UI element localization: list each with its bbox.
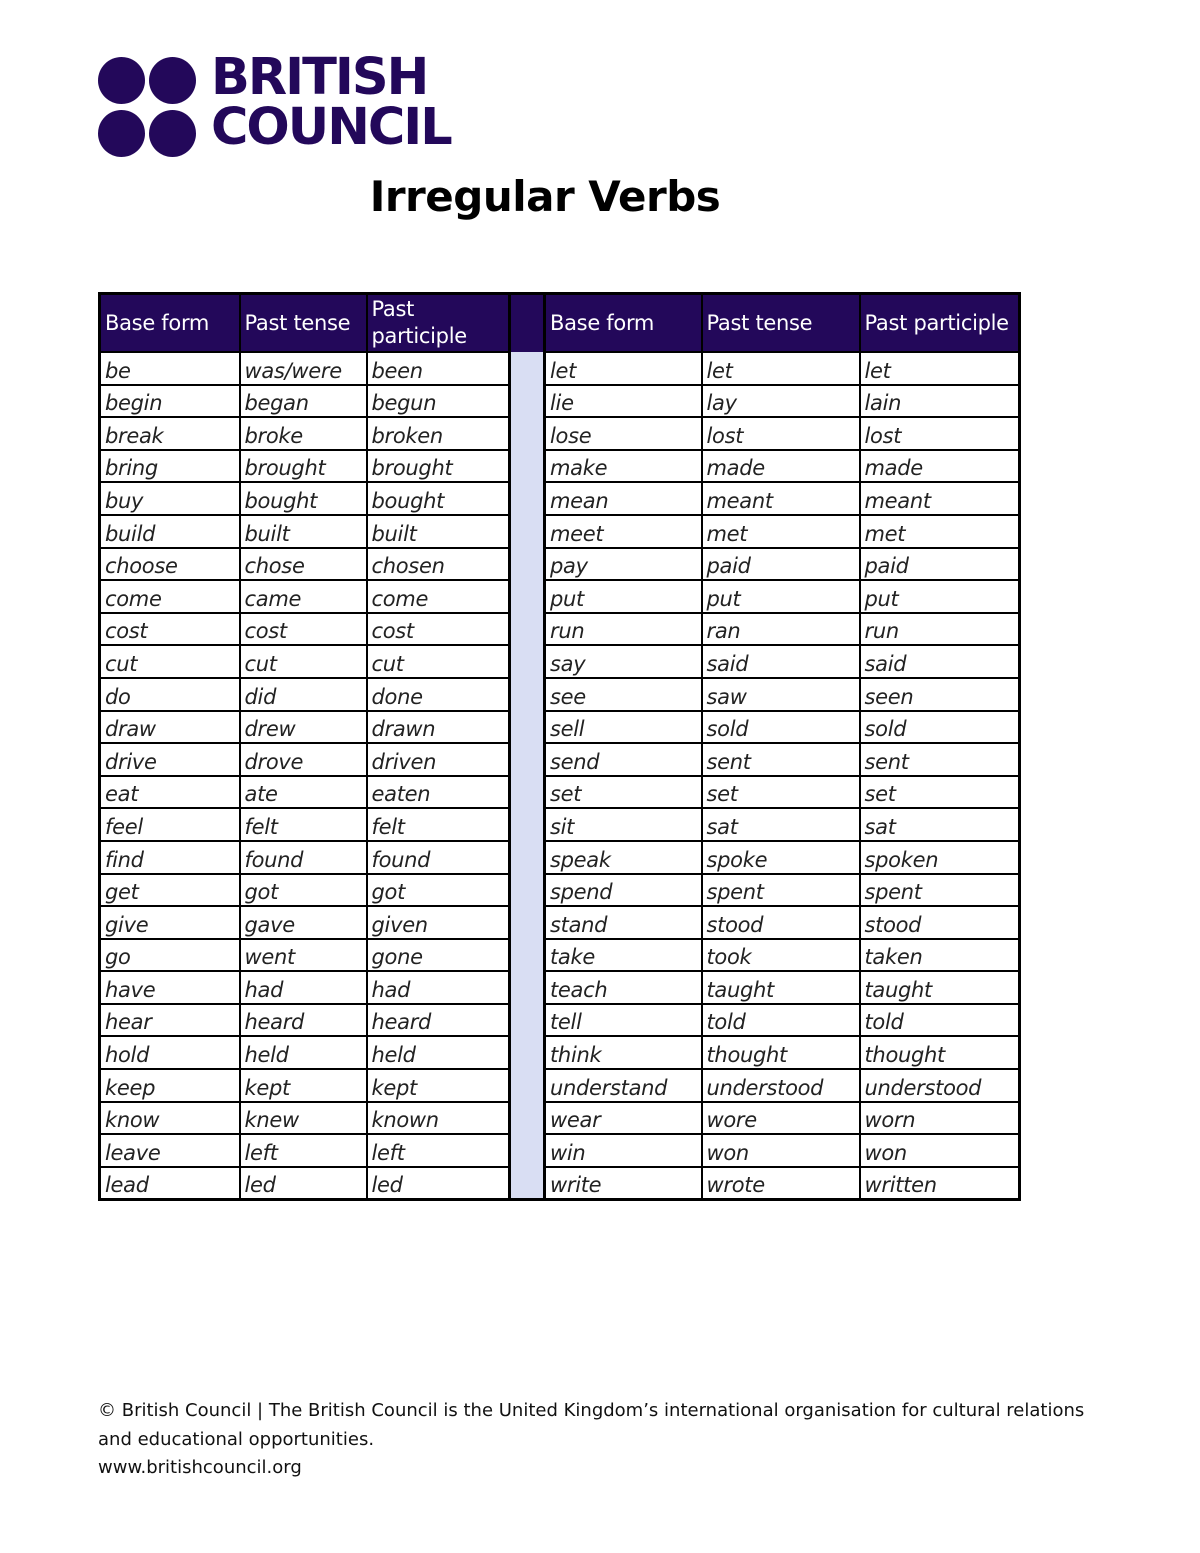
cell-left-past-participle: led xyxy=(367,1167,510,1200)
logo-dot xyxy=(149,57,196,104)
cell-right-past-participle: thought xyxy=(860,1036,1020,1069)
cell-left-base-form: leave xyxy=(100,1134,240,1167)
cell-left-past-tense: was/were xyxy=(240,352,367,385)
cell-right-past-participle: stood xyxy=(860,906,1020,939)
cell-left-base-form: cost xyxy=(100,613,240,646)
cell-left-past-tense: cost xyxy=(240,613,367,646)
cell-left-past-tense: knew xyxy=(240,1102,367,1135)
cell-right-base-form: wear xyxy=(545,1102,702,1135)
column-divider xyxy=(510,678,545,711)
cell-right-base-form: write xyxy=(545,1167,702,1200)
column-divider xyxy=(510,385,545,418)
column-divider xyxy=(510,776,545,809)
cell-right-past-participle: meant xyxy=(860,482,1020,515)
logo-line-2: COUNCIL xyxy=(211,98,451,157)
column-divider xyxy=(510,939,545,972)
cell-left-past-tense: had xyxy=(240,971,367,1004)
cell-left-base-form: get xyxy=(100,874,240,907)
cell-left-past-tense: kept xyxy=(240,1069,367,1102)
column-divider xyxy=(510,906,545,939)
cell-left-base-form: go xyxy=(100,939,240,972)
cell-left-past-participle: given xyxy=(367,906,510,939)
cell-right-past-participle: put xyxy=(860,580,1020,613)
cell-left-past-participle: built xyxy=(367,515,510,548)
cell-left-past-tense: led xyxy=(240,1167,367,1200)
cell-left-base-form: choose xyxy=(100,548,240,581)
column-divider xyxy=(510,808,545,841)
table-row xyxy=(100,1134,1020,1167)
cell-right-past-tense: made xyxy=(702,450,860,483)
cell-left-past-participle: got xyxy=(367,874,510,907)
cell-right-past-participle: worn xyxy=(860,1102,1020,1135)
header-base-form-left: Base form xyxy=(100,294,240,353)
cell-left-past-tense: chose xyxy=(240,548,367,581)
cell-right-past-tense: wore xyxy=(702,1102,860,1135)
cell-right-past-tense: meant xyxy=(702,482,860,515)
column-divider xyxy=(510,971,545,1004)
cell-right-base-form: stand xyxy=(545,906,702,939)
header-past-participle-right: Past participle xyxy=(860,294,1020,353)
cell-right-past-participle: sat xyxy=(860,808,1020,841)
cell-right-past-tense: said xyxy=(702,645,860,678)
cell-right-base-form: say xyxy=(545,645,702,678)
cell-right-past-tense: paid xyxy=(702,548,860,581)
logo-dot xyxy=(149,110,196,157)
column-divider xyxy=(510,613,545,646)
table-row xyxy=(100,808,1020,841)
cell-left-past-tense: bought xyxy=(240,482,367,515)
cell-left-past-tense: went xyxy=(240,939,367,972)
table-header-row xyxy=(100,294,1020,353)
cell-left-base-form: hold xyxy=(100,1036,240,1069)
table-row xyxy=(100,352,1020,385)
cell-right-past-tense: saw xyxy=(702,678,860,711)
cell-right-base-form: see xyxy=(545,678,702,711)
cell-right-past-tense: spent xyxy=(702,874,860,907)
cell-left-base-form: build xyxy=(100,515,240,548)
cell-right-past-tense: lost xyxy=(702,417,860,450)
cell-left-base-form: do xyxy=(100,678,240,711)
cell-left-past-tense: drove xyxy=(240,743,367,776)
cell-right-past-participle: taken xyxy=(860,939,1020,972)
cell-right-past-tense: put xyxy=(702,580,860,613)
page-title: Irregular Verbs xyxy=(369,172,721,221)
cell-left-past-participle: been xyxy=(367,352,510,385)
cell-left-past-participle: begun xyxy=(367,385,510,418)
table-row xyxy=(100,711,1020,744)
cell-right-past-participle: set xyxy=(860,776,1020,809)
cell-right-base-form: set xyxy=(545,776,702,809)
cell-left-base-form: lead xyxy=(100,1167,240,1200)
table-row xyxy=(100,645,1020,678)
column-divider xyxy=(510,352,545,385)
column-divider xyxy=(510,482,545,515)
cell-left-past-participle: driven xyxy=(367,743,510,776)
table-row xyxy=(100,841,1020,874)
table-row xyxy=(100,971,1020,1004)
logo-dots-icon xyxy=(98,55,198,159)
cell-left-past-participle: gone xyxy=(367,939,510,972)
column-divider xyxy=(510,711,545,744)
cell-right-past-tense: wrote xyxy=(702,1167,860,1200)
cell-left-past-participle: broken xyxy=(367,417,510,450)
cell-left-past-participle: found xyxy=(367,841,510,874)
cell-right-past-tense: taught xyxy=(702,971,860,1004)
footer-copyright: © British Council | The British Council is the United Kingdom’s international organisation for cultural relations and educational opportunities. xyxy=(98,1400,1085,1450)
cell-left-past-participle: known xyxy=(367,1102,510,1135)
table-row xyxy=(100,906,1020,939)
column-divider xyxy=(510,450,545,483)
cell-left-past-participle: cost xyxy=(367,613,510,646)
header-past-participle-left: Past participle xyxy=(367,294,510,353)
cell-right-past-tense: won xyxy=(702,1134,860,1167)
cell-right-base-form: make xyxy=(545,450,702,483)
table-row xyxy=(100,1069,1020,1102)
column-divider xyxy=(510,1004,545,1037)
logo-line-1: BRITISH xyxy=(211,48,428,107)
cell-right-past-participle: lain xyxy=(860,385,1020,418)
cell-left-past-participle: had xyxy=(367,971,510,1004)
column-divider xyxy=(510,580,545,613)
cell-left-past-participle: heard xyxy=(367,1004,510,1037)
column-divider xyxy=(510,417,545,450)
cell-left-past-participle: cut xyxy=(367,645,510,678)
cell-right-past-participle: said xyxy=(860,645,1020,678)
cell-right-base-form: lose xyxy=(545,417,702,450)
table-row xyxy=(100,450,1020,483)
footer xyxy=(98,1397,1108,1483)
cell-right-base-form: win xyxy=(545,1134,702,1167)
cell-right-base-form: meet xyxy=(545,515,702,548)
cell-left-base-form: begin xyxy=(100,385,240,418)
cell-right-past-tense: understood xyxy=(702,1069,860,1102)
cell-right-past-participle: let xyxy=(860,352,1020,385)
cell-left-base-form: know xyxy=(100,1102,240,1135)
cell-left-past-participle: brought xyxy=(367,450,510,483)
cell-left-base-form: come xyxy=(100,580,240,613)
cell-right-past-participle: run xyxy=(860,613,1020,646)
cell-left-past-tense: began xyxy=(240,385,367,418)
cell-left-base-form: break xyxy=(100,417,240,450)
cell-left-past-tense: broke xyxy=(240,417,367,450)
cell-left-base-form: find xyxy=(100,841,240,874)
column-divider xyxy=(510,743,545,776)
cell-left-past-tense: found xyxy=(240,841,367,874)
cell-left-past-tense: did xyxy=(240,678,367,711)
cell-left-past-participle: felt xyxy=(367,808,510,841)
cell-right-past-participle: paid xyxy=(860,548,1020,581)
cell-right-base-form: tell xyxy=(545,1004,702,1037)
cell-left-past-tense: felt xyxy=(240,808,367,841)
cell-left-base-form: keep xyxy=(100,1069,240,1102)
cell-right-past-tense: thought xyxy=(702,1036,860,1069)
cell-right-past-tense: let xyxy=(702,352,860,385)
column-divider xyxy=(510,1069,545,1102)
table-row xyxy=(100,874,1020,907)
cell-right-past-tense: lay xyxy=(702,385,860,418)
cell-left-past-participle: eaten xyxy=(367,776,510,809)
cell-right-base-form: let xyxy=(545,352,702,385)
irregular-verbs-table xyxy=(98,292,1021,1201)
logo-dot xyxy=(98,57,145,104)
footer-url: www.britishcouncil.org xyxy=(98,1457,302,1478)
table-row xyxy=(100,1102,1020,1135)
column-divider xyxy=(510,1036,545,1069)
column-divider xyxy=(510,1102,545,1135)
cell-left-past-tense: left xyxy=(240,1134,367,1167)
table-row xyxy=(100,1004,1020,1037)
cell-left-base-form: drive xyxy=(100,743,240,776)
cell-right-past-tense: sent xyxy=(702,743,860,776)
cell-right-base-form: pay xyxy=(545,548,702,581)
cell-left-past-tense: held xyxy=(240,1036,367,1069)
column-divider xyxy=(510,1167,545,1200)
cell-right-past-tense: ran xyxy=(702,613,860,646)
cell-left-past-tense: ate xyxy=(240,776,367,809)
cell-right-past-tense: told xyxy=(702,1004,860,1037)
logo-dot xyxy=(98,110,145,157)
cell-right-past-participle: seen xyxy=(860,678,1020,711)
cell-left-past-tense: heard xyxy=(240,1004,367,1037)
cell-right-past-participle: sent xyxy=(860,743,1020,776)
cell-left-past-participle: come xyxy=(367,580,510,613)
cell-right-past-tense: sat xyxy=(702,808,860,841)
cell-right-past-participle: written xyxy=(860,1167,1020,1200)
table-row xyxy=(100,678,1020,711)
table-row xyxy=(100,613,1020,646)
cell-left-past-tense: got xyxy=(240,874,367,907)
table-row xyxy=(100,580,1020,613)
table-row xyxy=(100,1036,1020,1069)
cell-left-past-participle: held xyxy=(367,1036,510,1069)
cell-right-base-form: lie xyxy=(545,385,702,418)
cell-left-base-form: be xyxy=(100,352,240,385)
table-row xyxy=(100,1167,1020,1200)
cell-right-past-participle: met xyxy=(860,515,1020,548)
column-divider xyxy=(510,548,545,581)
header-past-tense-left: Past tense xyxy=(240,294,367,353)
cell-right-base-form: sell xyxy=(545,711,702,744)
column-divider xyxy=(510,515,545,548)
column-divider xyxy=(510,645,545,678)
cell-left-base-form: buy xyxy=(100,482,240,515)
cell-left-past-participle: bought xyxy=(367,482,510,515)
cell-left-past-participle: drawn xyxy=(367,711,510,744)
cell-right-past-tense: spoke xyxy=(702,841,860,874)
column-divider xyxy=(510,874,545,907)
column-divider xyxy=(510,841,545,874)
cell-left-past-tense: came xyxy=(240,580,367,613)
table-row xyxy=(100,743,1020,776)
cell-right-past-participle: told xyxy=(860,1004,1020,1037)
table-row xyxy=(100,548,1020,581)
table-row xyxy=(100,939,1020,972)
table-row xyxy=(100,776,1020,809)
cell-left-past-tense: drew xyxy=(240,711,367,744)
cell-right-base-form: think xyxy=(545,1036,702,1069)
cell-right-past-tense: met xyxy=(702,515,860,548)
table-row xyxy=(100,417,1020,450)
cell-left-base-form: hear xyxy=(100,1004,240,1037)
cell-right-base-form: mean xyxy=(545,482,702,515)
cell-right-past-participle: lost xyxy=(860,417,1020,450)
cell-right-base-form: sit xyxy=(545,808,702,841)
cell-right-base-form: spend xyxy=(545,874,702,907)
cell-left-past-tense: cut xyxy=(240,645,367,678)
cell-left-past-participle: done xyxy=(367,678,510,711)
cell-left-base-form: draw xyxy=(100,711,240,744)
header-past-tense-right: Past tense xyxy=(702,294,860,353)
cell-left-base-form: cut xyxy=(100,645,240,678)
cell-left-base-form: have xyxy=(100,971,240,1004)
cell-left-past-participle: kept xyxy=(367,1069,510,1102)
cell-right-base-form: run xyxy=(545,613,702,646)
cell-right-past-participle: won xyxy=(860,1134,1020,1167)
table-row xyxy=(100,482,1020,515)
cell-right-past-tense: stood xyxy=(702,906,860,939)
cell-left-base-form: feel xyxy=(100,808,240,841)
cell-right-past-tense: sold xyxy=(702,711,860,744)
cell-right-past-tense: took xyxy=(702,939,860,972)
logo-wordmark xyxy=(211,48,451,157)
cell-right-base-form: speak xyxy=(545,841,702,874)
header-base-form-right: Base form xyxy=(545,294,702,353)
table-row xyxy=(100,385,1020,418)
cell-left-base-form: give xyxy=(100,906,240,939)
cell-right-past-participle: understood xyxy=(860,1069,1020,1102)
cell-left-base-form: bring xyxy=(100,450,240,483)
cell-right-base-form: send xyxy=(545,743,702,776)
cell-right-past-participle: made xyxy=(860,450,1020,483)
cell-right-past-participle: spoken xyxy=(860,841,1020,874)
cell-left-base-form: eat xyxy=(100,776,240,809)
cell-right-base-form: understand xyxy=(545,1069,702,1102)
cell-right-past-participle: spent xyxy=(860,874,1020,907)
cell-right-base-form: take xyxy=(545,939,702,972)
cell-left-past-participle: chosen xyxy=(367,548,510,581)
cell-left-past-participle: left xyxy=(367,1134,510,1167)
cell-left-past-tense: brought xyxy=(240,450,367,483)
cell-right-past-participle: taught xyxy=(860,971,1020,1004)
column-divider xyxy=(510,1134,545,1167)
cell-left-past-tense: gave xyxy=(240,906,367,939)
cell-right-base-form: put xyxy=(545,580,702,613)
cell-left-past-tense: built xyxy=(240,515,367,548)
cell-right-base-form: teach xyxy=(545,971,702,1004)
cell-right-past-participle: sold xyxy=(860,711,1020,744)
cell-right-past-tense: set xyxy=(702,776,860,809)
table-row xyxy=(100,515,1020,548)
column-divider xyxy=(510,294,545,353)
